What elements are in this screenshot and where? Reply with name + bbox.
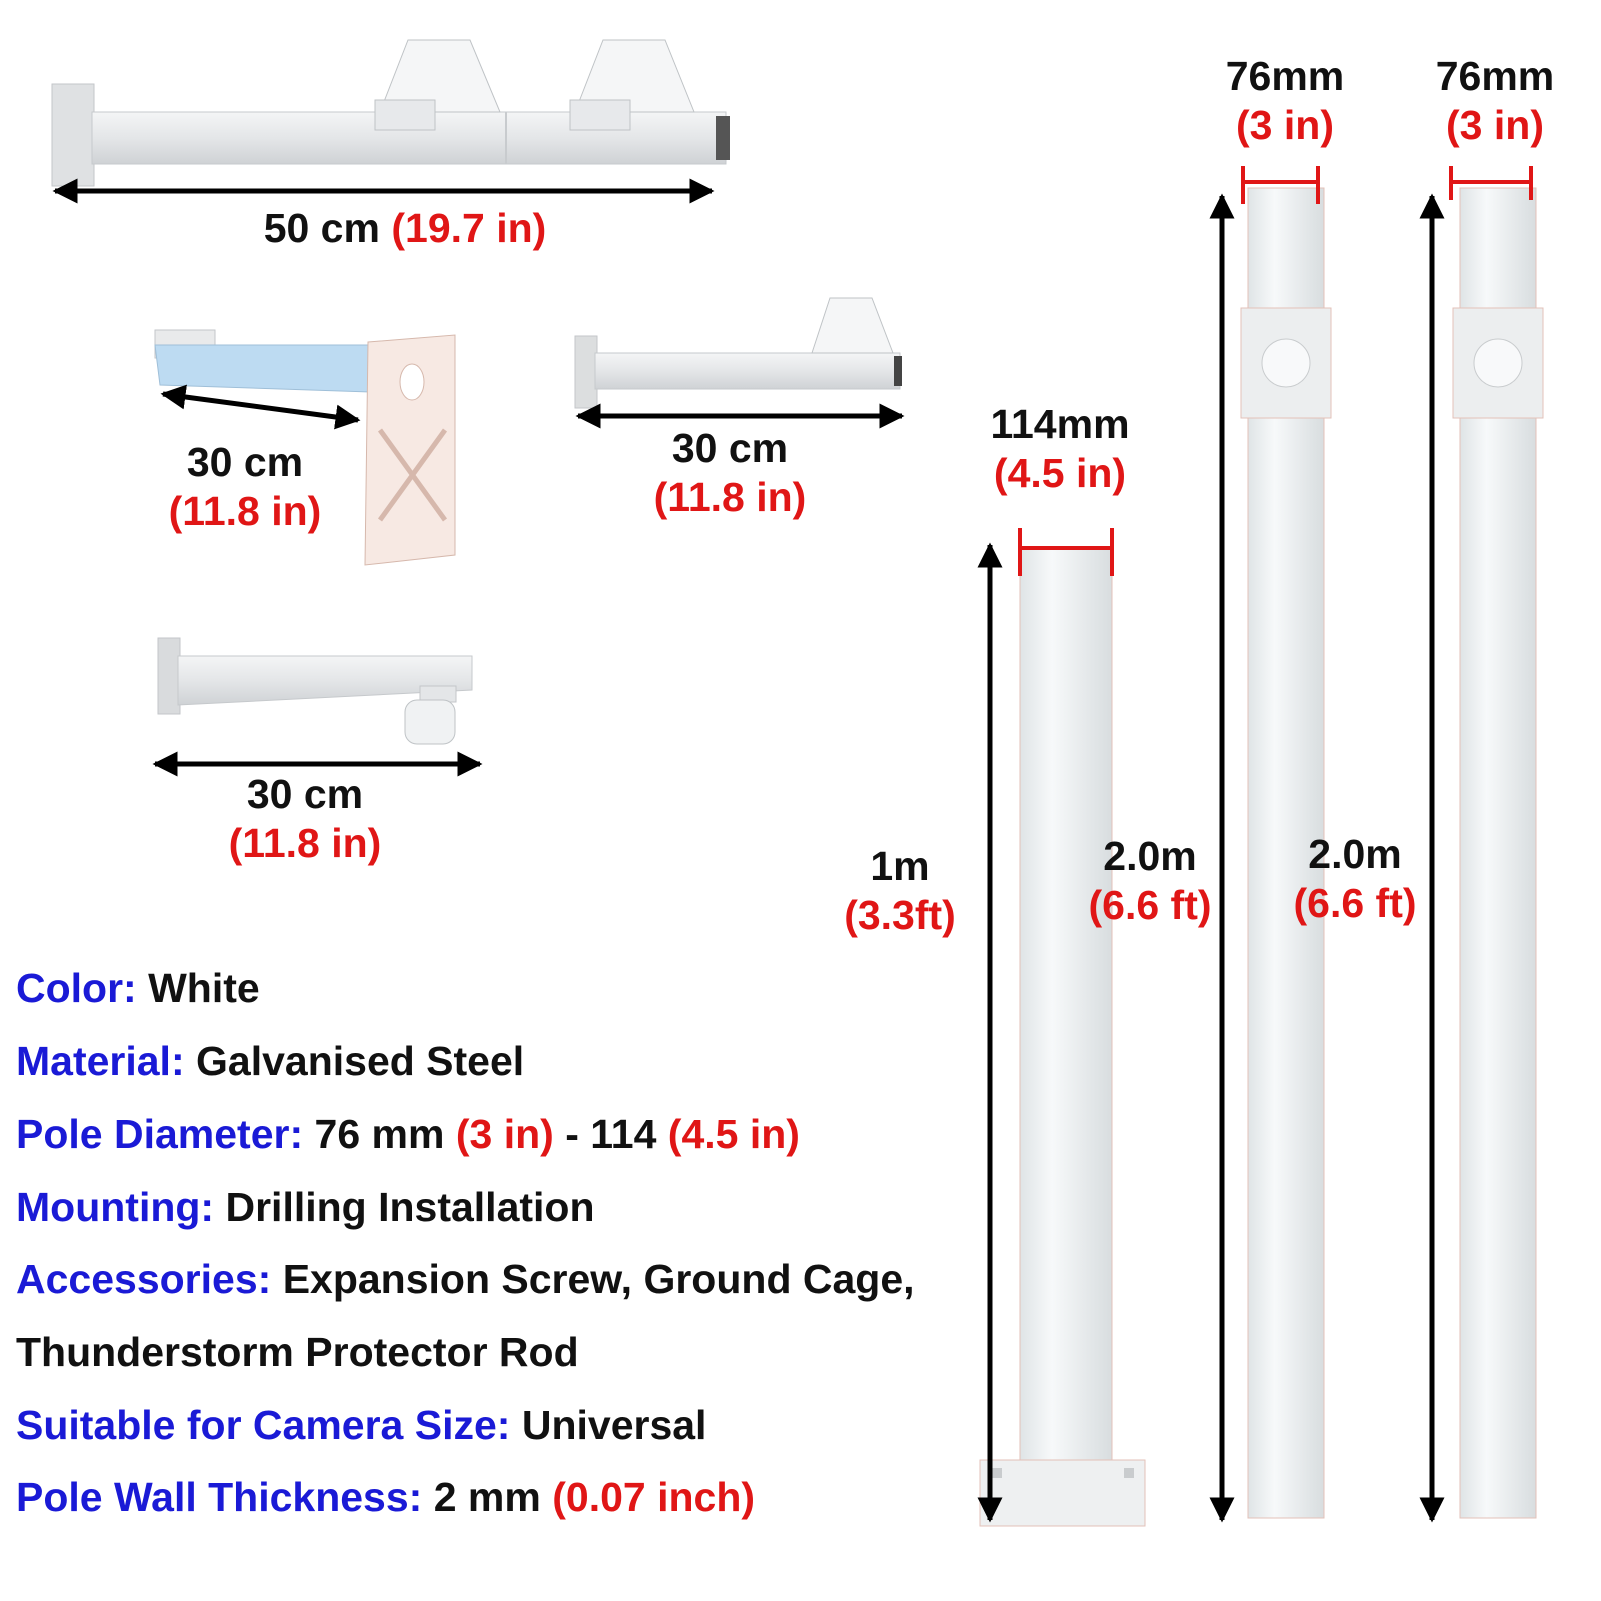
spec-color xyxy=(16,965,260,1012)
arm-plate-30cm-label xyxy=(140,438,350,536)
spec-mounting xyxy=(16,1184,595,1231)
spec-accessories-key: Accessories: xyxy=(16,1256,272,1302)
spec-wall-thickness-value: 2 mm xyxy=(433,1474,541,1520)
spec-color-value: White xyxy=(148,965,260,1011)
spec-pole-diameter-v2-imp: (4.5 in) xyxy=(667,1111,800,1157)
pole-2m-b-diameter-label xyxy=(1420,52,1570,150)
spec-material xyxy=(16,1038,524,1085)
pole-2m-image-b xyxy=(1453,188,1543,1518)
pole-2m-a-diameter-label xyxy=(1210,52,1360,150)
pole-2m-b-height: 2.0m xyxy=(1308,831,1402,877)
arm-straight-30cm-metric: 30 cm xyxy=(671,425,789,471)
wall-arm-50cm-image xyxy=(52,40,730,186)
pole-1m-diameter-label xyxy=(975,400,1145,498)
spec-camera-size-key: Suitable for Camera Size: xyxy=(16,1402,511,1448)
spec-pole-diameter-v1: 76 mm xyxy=(314,1111,445,1157)
wall-arm-straight-30cm-image xyxy=(575,298,902,408)
spec-mounting-key: Mounting: xyxy=(16,1184,215,1230)
spec-camera-size xyxy=(16,1402,706,1449)
arm-pendant-30cm-imperial: (11.8 in) xyxy=(228,820,382,867)
spec-wall-thickness-key: Pole Wall Thickness: xyxy=(16,1474,423,1520)
pole-1m-diameter: 114mm xyxy=(990,401,1130,447)
pole-2m-b-diameter: 76mm xyxy=(1435,53,1555,99)
wall-arm-pendant-30cm-image xyxy=(158,638,472,744)
spec-accessories-value: Expansion Screw, Ground Cage, xyxy=(282,1256,915,1302)
spec-color-key: Color: xyxy=(16,965,137,1011)
arm-50cm-metric: 50 cm xyxy=(263,205,380,251)
dimension-arrow-arm-plate-30cm xyxy=(163,394,358,420)
pole-2m-b-height-imp: (6.6 ft) xyxy=(1293,880,1417,927)
spec-accessories-line2 xyxy=(16,1329,579,1376)
spec-mounting-value: Drilling Installation xyxy=(225,1184,595,1230)
spec-accessories xyxy=(16,1256,915,1303)
pole-2m-b-height-label xyxy=(1280,830,1430,928)
pole-1m-image xyxy=(980,548,1145,1526)
spec-pole-diameter-v1-imp: (3 in) xyxy=(455,1111,554,1157)
spec-material-key: Material: xyxy=(16,1038,185,1084)
arm-straight-30cm-label xyxy=(625,424,835,522)
pole-1m-diameter-in: (4.5 in) xyxy=(993,450,1127,497)
arm-pendant-30cm-metric: 30 cm xyxy=(246,771,364,817)
spec-pole-diameter-sep: - 114 xyxy=(565,1111,657,1157)
spec-pole-diameter-key: Pole Diameter: xyxy=(16,1111,304,1157)
spec-wall-thickness-imp: (0.07 inch) xyxy=(552,1474,756,1520)
spec-material-value: Galvanised Steel xyxy=(196,1038,525,1084)
arm-pendant-30cm-label xyxy=(200,770,410,868)
spec-pole-diameter xyxy=(16,1111,800,1158)
spec-accessories-value-line2: Thunderstorm Protector Rod xyxy=(16,1329,579,1375)
arm-straight-30cm-imperial: (11.8 in) xyxy=(653,474,807,521)
pole-2m-a-diameter: 76mm xyxy=(1225,53,1345,99)
arm-plate-30cm-imperial: (11.8 in) xyxy=(168,488,322,535)
spec-camera-size-value: Universal xyxy=(521,1402,707,1448)
pole-1m-height-label xyxy=(830,842,970,940)
arm-50cm-label xyxy=(200,204,610,253)
arm-50cm-imperial: (19.7 in) xyxy=(391,205,547,251)
pole-2m-a-diameter-in: (3 in) xyxy=(1236,102,1334,149)
pole-2m-a-height-label xyxy=(1075,832,1225,930)
pole-2m-b-diameter-in: (3 in) xyxy=(1446,102,1544,149)
pole-1m-height: 1m xyxy=(870,843,930,889)
pole-1m-height-imp: (3.3ft) xyxy=(844,892,956,939)
pole-2m-a-height-imp: (6.6 ft) xyxy=(1088,882,1212,929)
spec-wall-thickness xyxy=(16,1474,755,1521)
pole-2m-a-height: 2.0m xyxy=(1103,833,1197,879)
arm-plate-30cm-metric: 30 cm xyxy=(186,439,304,485)
